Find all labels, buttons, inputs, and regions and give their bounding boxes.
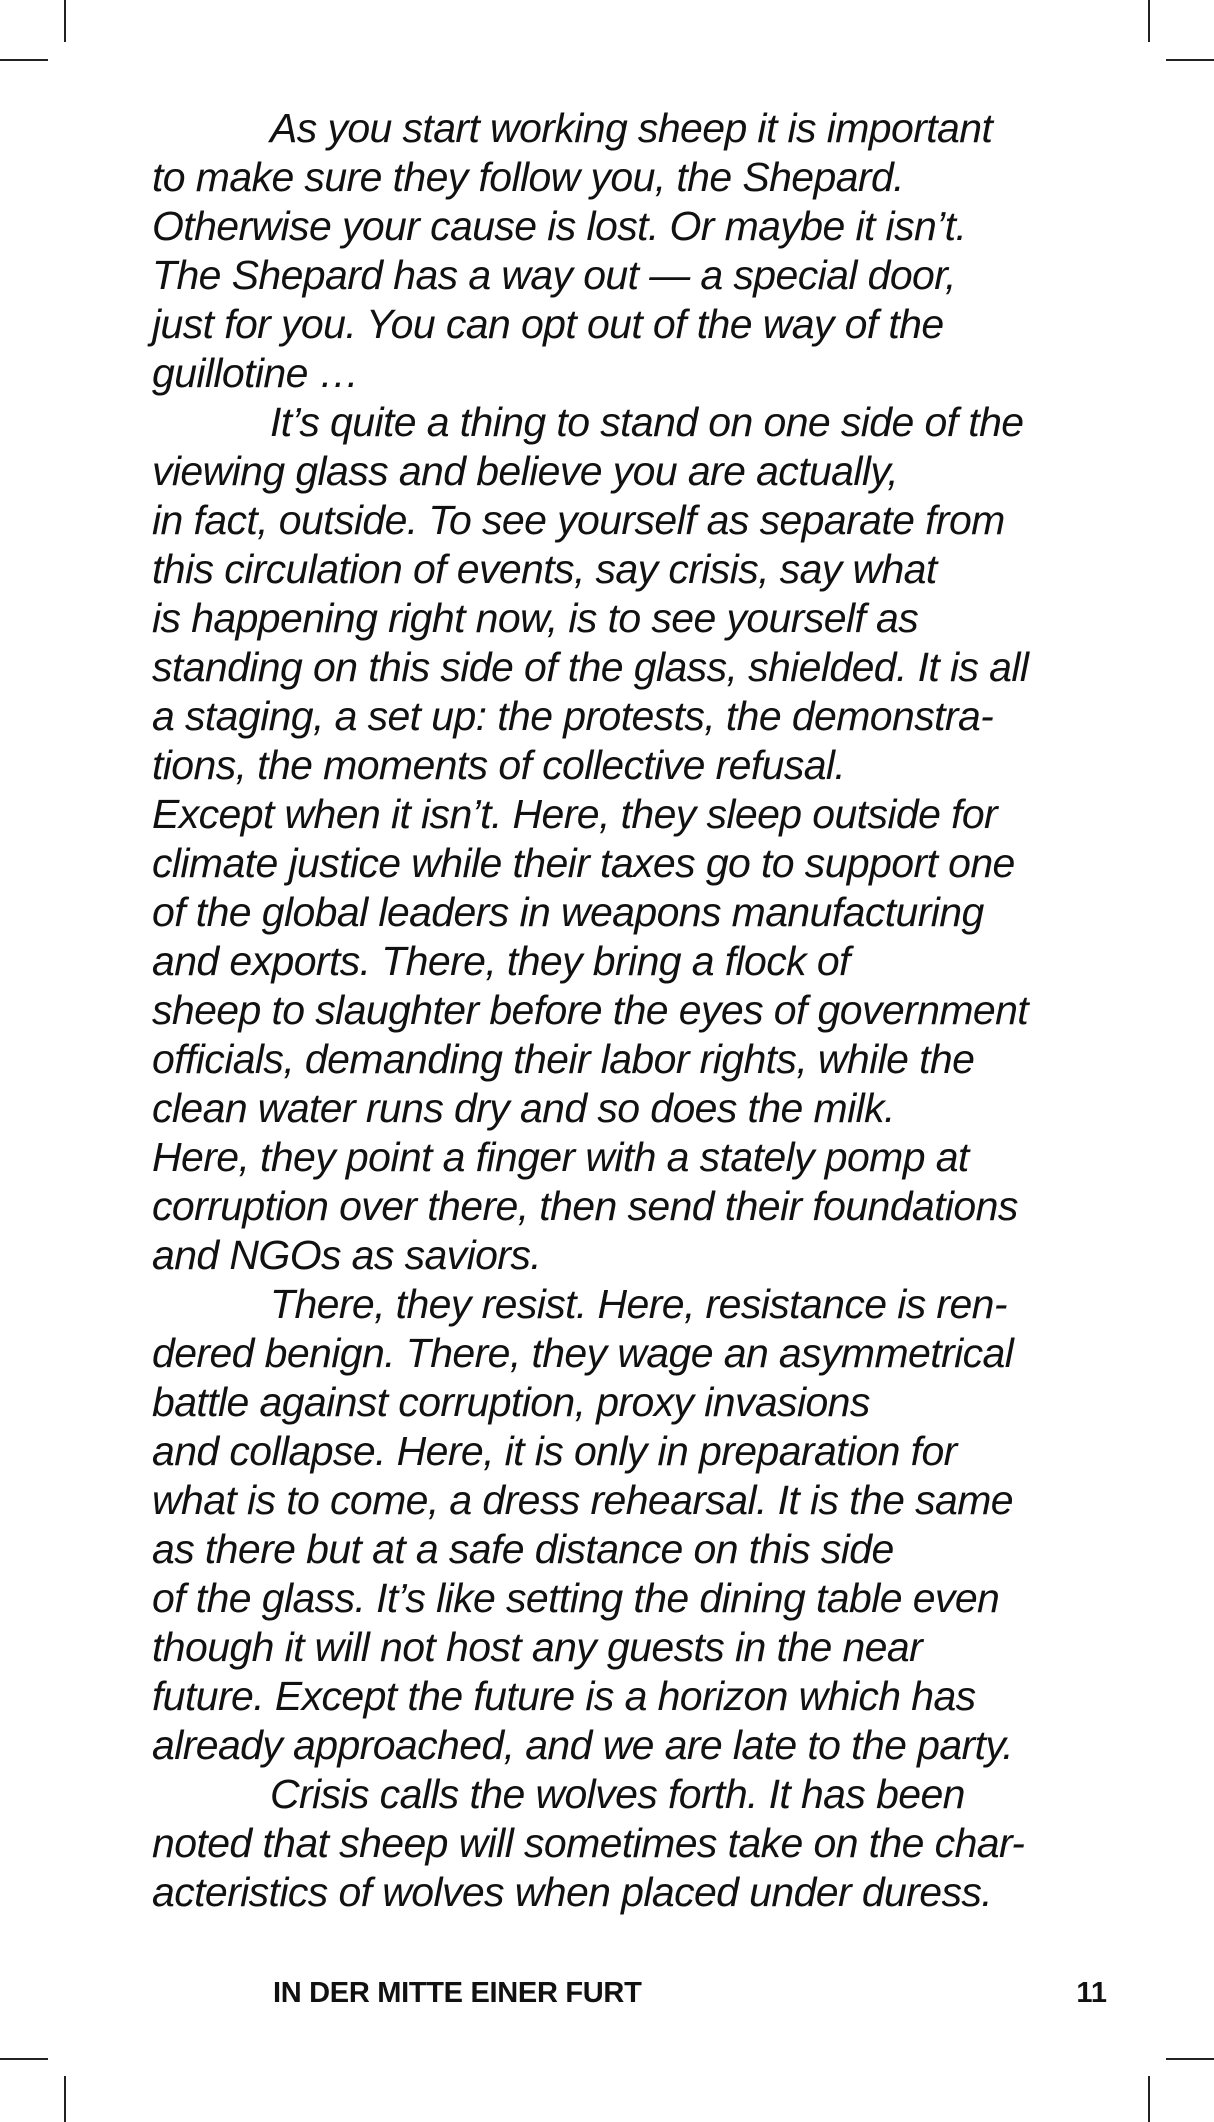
- page-number: 11: [1076, 1977, 1107, 2009]
- text-line: The Shepard has a way out — a special door,: [152, 252, 956, 298]
- text-line: guillotine …: [152, 350, 360, 396]
- text-line: Here, they point a finger with a stately pomp at: [152, 1134, 969, 1180]
- text-line: future. Except the future is a horizon which has: [152, 1673, 976, 1719]
- text-line: what is to come, a dress rehearsal. It is the same: [152, 1477, 1013, 1523]
- text-line: battle against corruption, proxy invasions: [152, 1379, 870, 1425]
- text-line: is happening right now, is to see yourself as: [152, 595, 919, 641]
- text-line: Otherwise your cause is lost. Or maybe it isn’t.: [152, 203, 967, 249]
- crop-mark-bottom-right-horizontal: [1166, 2058, 1214, 2060]
- text-line: and NGOs as saviors.: [152, 1232, 542, 1278]
- text-line: corruption over there, then send their foundations: [152, 1183, 1018, 1229]
- text-line: dered benign. There, they wage an asymmetrical: [152, 1330, 1014, 1376]
- text-line: of the global leaders in weapons manufacturing: [152, 889, 984, 935]
- text-line: this circulation of events, say crisis, say what: [152, 546, 937, 592]
- text-line: a staging, a set up: the protests, the demonstra-: [152, 693, 994, 739]
- text-line: There, they resist. Here, resistance is ren-: [270, 1281, 1007, 1327]
- text-line: officials, demanding their labor rights, while the: [152, 1036, 975, 1082]
- crop-mark-bottom-left-vertical: [64, 2076, 66, 2122]
- running-footer-title: IN DER MITTE EINER FURT: [273, 1977, 642, 2009]
- text-line: sheep to slaughter before the eyes of government: [152, 987, 1029, 1033]
- text-line: clean water runs dry and so does the milk.: [152, 1085, 895, 1131]
- text-line: It’s quite a thing to stand on one side of the: [270, 399, 1024, 445]
- text-line: just for you. You can opt out of the way of the: [152, 301, 944, 347]
- body-text: [152, 104, 1112, 1917]
- text-line: viewing glass and believe you are actually,: [152, 448, 899, 494]
- text-line: Except when it isn’t. Here, they sleep outside for: [152, 791, 998, 837]
- text-line: and collapse. Here, it is only in preparation for: [152, 1428, 957, 1474]
- text-line: as there but at a safe distance on this side: [152, 1526, 894, 1572]
- text-line: already approached, and we are late to the party.: [152, 1722, 1014, 1768]
- text-line: climate justice while their taxes go to support one: [152, 840, 1015, 886]
- crop-mark-top-right-vertical: [1148, 0, 1150, 42]
- text-line: standing on this side of the glass, shielded. It is all: [152, 644, 1029, 690]
- text-line: noted that sheep will sometimes take on the char-: [152, 1820, 1025, 1866]
- crop-mark-top-left-horizontal: [0, 59, 48, 61]
- crop-mark-top-left-vertical: [64, 0, 66, 42]
- text-line: though it will not host any guests in the near: [152, 1624, 923, 1670]
- text-line: in fact, outside. To see yourself as separate from: [152, 497, 1005, 543]
- text-line: and exports. There, they bring a flock of: [152, 938, 850, 984]
- text-line: to make sure they follow you, the Shepard.: [152, 154, 904, 200]
- text-line: Crisis calls the wolves forth. It has been: [270, 1771, 965, 1817]
- crop-mark-top-right-horizontal: [1166, 59, 1214, 61]
- text-line: As you start working sheep it is important: [270, 105, 993, 151]
- crop-mark-bottom-left-horizontal: [0, 2058, 48, 2060]
- text-line: acteristics of wolves when placed under duress.: [152, 1869, 993, 1915]
- text-line: tions, the moments of collective refusal.: [152, 742, 846, 788]
- text-line: of the glass. It’s like setting the dining table even: [152, 1575, 1000, 1621]
- crop-mark-bottom-right-vertical: [1148, 2076, 1150, 2122]
